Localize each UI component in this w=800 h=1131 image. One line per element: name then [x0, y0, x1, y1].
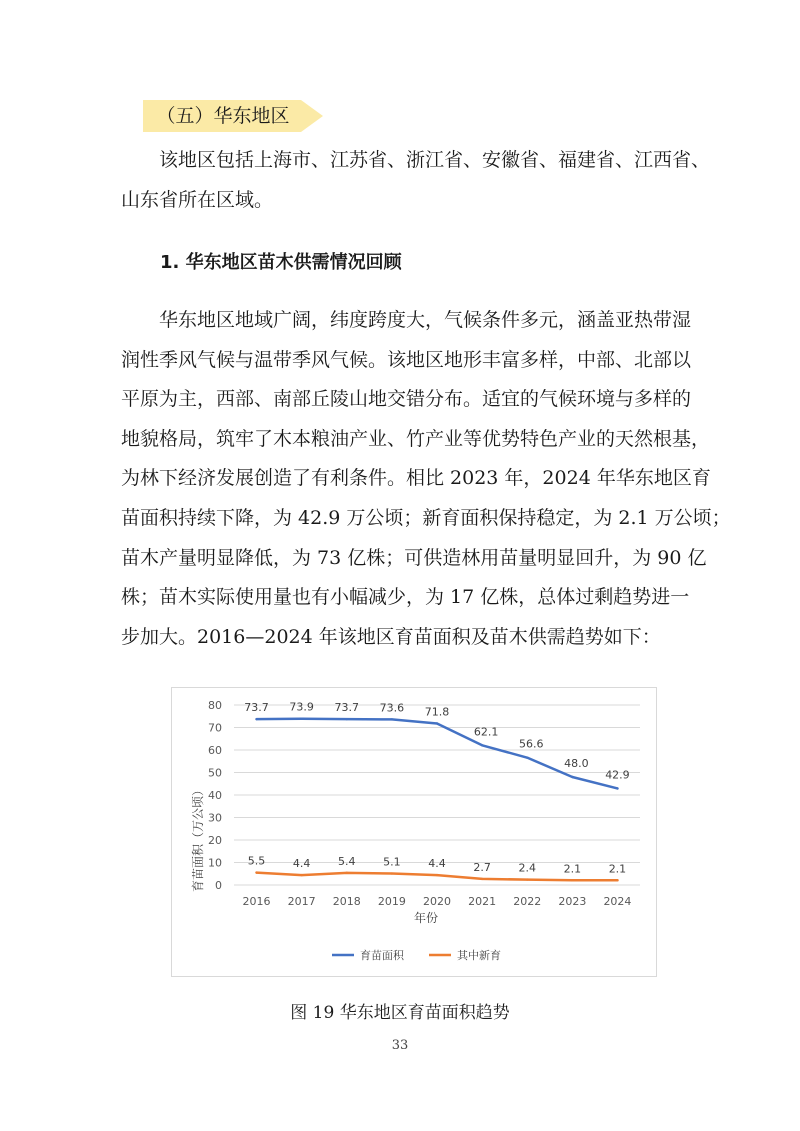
data-point [616, 879, 618, 881]
body-line: 株；苗木实际使用量也有小幅减少，为 17 亿株，总体过剩趋势进一 [121, 586, 690, 609]
data-point [571, 879, 573, 881]
data-label: 4.4 [428, 857, 446, 871]
body-line: 苗木产量明显降低，为 73 亿株；可供造林用苗量明显回升，为 90 亿 [121, 546, 707, 569]
series-line-1 [257, 719, 618, 789]
data-label: 62.1 [473, 725, 499, 739]
data-point [346, 872, 348, 874]
body-line: 润性季风气候与温带季风气候。该地区地形丰富多样，中部、北部以 [121, 348, 692, 371]
body-paragraph [121, 301, 731, 657]
y-tick-label: 20 [208, 834, 222, 847]
section-tag-label: （五）华东地区 [156, 105, 290, 127]
data-label: 71.8 [424, 705, 450, 719]
body-line: 华东地区地域广阔，纬度跨度大，气候条件多元，涵盖亚热带湿 [159, 309, 692, 331]
data-point [571, 776, 573, 778]
data-point [255, 871, 257, 873]
x-tick-label: 2022 [513, 895, 542, 908]
data-point [481, 878, 483, 880]
data-point [346, 718, 348, 720]
data-point [391, 718, 393, 720]
data-label: 48.0 [564, 757, 589, 770]
body-line: 平原为主，西部、南部丘陵山地交错分布。适宜的气候环境与多样的 [121, 388, 692, 411]
y-axis-label: 育苗面积（万公顷） [191, 783, 205, 893]
data-label: 2.1 [608, 862, 627, 876]
data-point [300, 718, 302, 720]
data-point [391, 872, 393, 874]
y-tick-label: 80 [208, 699, 222, 712]
data-label: 5.5 [247, 854, 266, 868]
y-tick-label: 50 [208, 766, 222, 780]
section-tag [143, 100, 323, 132]
data-label: 73.7 [244, 701, 269, 715]
chart-container [171, 687, 657, 977]
y-tick-label: 10 [208, 856, 222, 870]
data-label: 2.7 [473, 860, 491, 874]
x-tick-label: 2021 [468, 895, 497, 908]
data-label: 2.1 [563, 862, 582, 876]
body-line: 苗面积持续下降，为 42.9 万公顷；新育面积保持稳定，为 2.1 万公顷； [121, 506, 731, 529]
x-axis-label: 年份 [413, 911, 439, 925]
data-point [436, 874, 438, 876]
intro-paragraph [121, 141, 711, 220]
legend-label: 育苗面积 [360, 949, 404, 962]
intro-line: 山东省所在区域。 [121, 188, 274, 211]
y-tick-label: 60 [208, 744, 222, 757]
y-tick-label: 70 [208, 721, 222, 735]
data-label: 5.1 [383, 855, 401, 869]
y-tick-label: 0 [215, 879, 222, 892]
figure-caption: 图 19 华东地区育苗面积趋势 [290, 1003, 510, 1023]
x-tick-label: 2017 [287, 895, 316, 908]
legend-label: 其中新育 [457, 949, 501, 962]
page-number: 33 [391, 1038, 409, 1053]
data-point [300, 874, 302, 876]
x-tick-label: 2020 [423, 895, 451, 908]
data-label: 42.9 [605, 768, 630, 782]
data-point [526, 756, 528, 758]
y-tick-label: 30 [208, 811, 222, 825]
data-label: 56.6 [518, 737, 544, 751]
body-line: 为林下经济发展创造了有利条件。相比 2023 年，2024 年华东地区育 [121, 467, 711, 490]
data-label: 73.9 [289, 700, 314, 714]
x-tick-label: 2016 [242, 895, 271, 908]
data-label: 5.4 [338, 854, 356, 868]
data-label: 73.7 [334, 701, 360, 715]
data-label: 2.4 [518, 861, 536, 875]
x-tick-label: 2024 [603, 895, 632, 908]
x-tick-label: 2023 [558, 895, 587, 908]
data-label: 4.4 [292, 857, 311, 871]
body-line: 步加大。2016—2024 年该地区育苗面积及苗木供需趋势如下： [121, 625, 661, 648]
x-tick-label: 2018 [332, 895, 361, 908]
data-point [436, 722, 438, 724]
data-point [481, 744, 483, 746]
y-tick-label: 40 [208, 789, 222, 802]
x-tick-label: 2019 [377, 895, 406, 908]
data-point [616, 787, 618, 789]
section-heading: 1. 华东地区苗木供需情况回顾 [160, 252, 402, 273]
line-chart [172, 688, 656, 976]
body-line: 地貌格局，筑牢了木本粮油产业、竹产业等优势特色产业的天然根基， [121, 427, 711, 450]
data-point [526, 878, 528, 880]
data-point [255, 718, 257, 720]
data-label: 73.6 [379, 701, 405, 715]
intro-line: 该地区包括上海市、江苏省、浙江省、安徽省、福建省、江西省、 [159, 149, 711, 171]
